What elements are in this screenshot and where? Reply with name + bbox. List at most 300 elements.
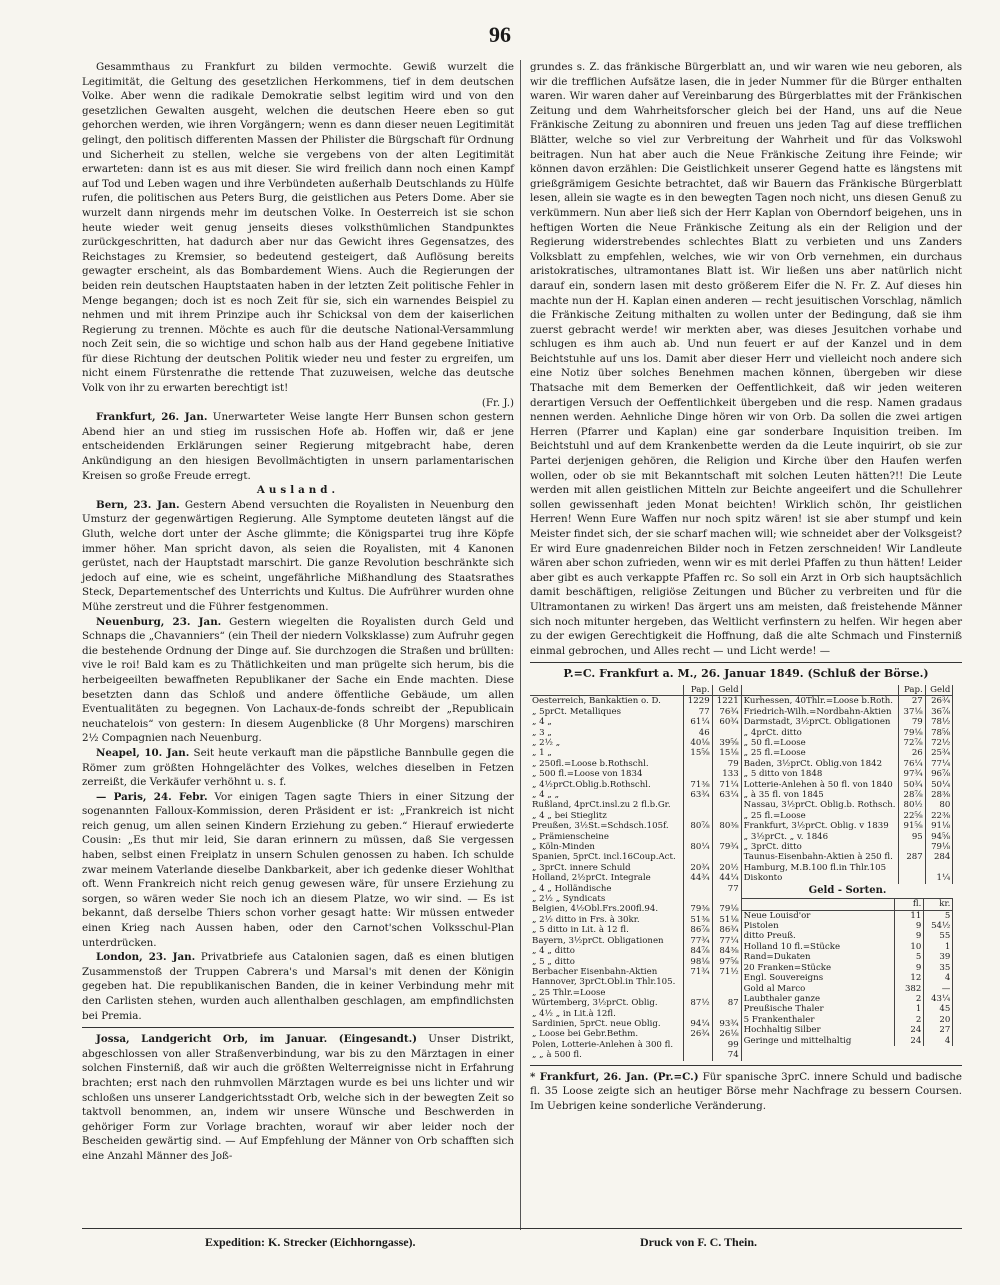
rate-value-cell: 44¾: [683, 873, 712, 883]
bourse-row: [530, 884, 741, 894]
rate-value-cell: 94⅝: [925, 832, 953, 842]
rate-value-cell: 26: [898, 748, 925, 758]
rate-value-cell: —: [924, 984, 953, 994]
footer-printer: Druck von F. C. Thein.: [640, 1235, 758, 1249]
rate-value-cell: 50¼: [925, 780, 953, 790]
bourse-row: [742, 707, 953, 717]
rate-value-cell: 1221: [712, 696, 741, 707]
rate-value-cell: 27: [898, 696, 925, 707]
rate-name-cell: Frankfurt, 3½prCt. Oblig. v 1839: [742, 821, 898, 831]
article-text: Privatbriefe aus Catalonien sagen, daß es einen blutigen Zusammenstoß der Truppen Cabrera's und Marsal's mit denen der Königin gegeben hat. Die republikanischen Banden, die in keiner Verbindung mehr mit den Carlisten stehen, wurden auch allenthalben geschlagen, am empfindlichsten bei Premia.: [82, 951, 514, 1022]
bourse-row: [742, 832, 953, 842]
bourse-row: [530, 707, 741, 717]
rate-value-cell: 46: [683, 728, 712, 738]
rate-value-cell: 97⅝: [712, 957, 741, 967]
article-text: (Fr. J.): [481, 396, 514, 409]
rate-name-cell: Laubthaler ganze: [742, 994, 895, 1004]
rate-name-cell: Lotterie-Anlehen à 50 fl. von 1840: [742, 780, 898, 790]
rate-name-cell: Bayern, 3½prCt. Obligationen: [530, 936, 683, 946]
bourse-left-table: [530, 685, 742, 1061]
article-paragraph: [530, 60, 962, 658]
bourse-row: [530, 1040, 741, 1050]
rate-name-cell: „ Prämienscheine: [530, 832, 683, 842]
rate-value-cell: 5: [924, 910, 953, 921]
bourse-row: [530, 738, 741, 748]
rate-value-cell: 382: [895, 984, 924, 994]
bourse-row: [530, 967, 741, 977]
rate-name-cell: Hannover, 3prCt.Obl.in Thlr.105.: [530, 977, 683, 987]
rate-value-cell: 86¾: [712, 925, 741, 935]
bourse-row: [530, 717, 741, 727]
rate-value-cell: 9: [895, 921, 924, 931]
col-header-geld: Geld: [712, 685, 741, 696]
bourse-row: [742, 852, 953, 862]
rate-value-cell: 77: [712, 884, 741, 894]
rate-name-cell: „ 3 „: [530, 728, 683, 738]
rate-value-cell: 51⅜: [683, 915, 712, 925]
col-header-fl: fl.: [895, 899, 924, 910]
rate-name-cell: Hamburg, M.B.100 fl.in Thlr.105: [742, 863, 898, 873]
bourse-left-table-wrap: [530, 685, 742, 1061]
bourse-row: [742, 873, 953, 883]
rate-name-cell: Preußische Thaler: [742, 1004, 895, 1014]
bourse-row: [530, 800, 741, 810]
rate-value-cell: [898, 873, 925, 883]
geld-row: [742, 1036, 953, 1046]
rate-value-cell: 98⅛: [683, 957, 712, 967]
article-separator: [82, 1027, 514, 1028]
geld-row: [742, 921, 953, 931]
rate-name-cell: „ „ à 500 fl.: [530, 1050, 683, 1060]
rate-value-cell: 24: [895, 1036, 924, 1046]
bourse-row: [530, 832, 741, 842]
rate-value-cell: 11: [895, 910, 924, 921]
rate-value-cell: 15⅝: [683, 748, 712, 758]
rate-value-cell: 37⅛: [898, 707, 925, 717]
rate-name-cell: „ 4 „: [530, 717, 683, 727]
bourse-note: [530, 1070, 962, 1114]
rate-value-cell: 71⅜: [683, 780, 712, 790]
geld-row: [742, 952, 953, 962]
rate-value-cell: 84⅜: [712, 946, 741, 956]
rate-name-cell: „ 3½prCt. „ v. 1846: [742, 832, 898, 842]
bourse-row: [530, 1019, 741, 1029]
rate-value-cell: 51⅛: [712, 915, 741, 925]
footer-expedition: Expedition: K. Strecker (Eichhorngasse).: [205, 1235, 416, 1249]
rate-value-cell: [898, 842, 925, 852]
article-paragraph: [82, 60, 514, 396]
rate-value-cell: [683, 1040, 712, 1050]
rate-value-cell: 99: [712, 1040, 741, 1050]
geld-row: [742, 984, 953, 994]
rate-name-cell: „ à 35 fl. von 1845: [742, 790, 898, 800]
bourse-row: [530, 1050, 741, 1060]
rate-name-cell: Holland 10 fl.=Stücke: [742, 942, 895, 952]
article-text: grundes s. Z. das fränkische Bürgerblatt an, und wir waren wie neu geboren, als wir die trefflichen Aufsätze lasen, die in jeder Nummer für die Bürger enthalten waren. Wir waren daher auf Vereinbarung des Bürgerblattes mit der Fränkischen Zeitung und dem Wahrheitsforscher gleich bei der Hand, uns auf die Neue Fränkische Zeitung zu abonniren und freuen uns jeden Tag auf diese trefflichen Blätter, welche so viel zur Verbreitung der Wahrheit und für das Volkswohl beitragen. Nun hat aber auch die Neue Fränkische Zeitung ihre Feinde; wir können davon erzählen: Die Geistlichkeit unserer Gegend hatte es längstens mit grießgrämigem Gesichte betrachtet, daß wir Bauern das Fränkische Bürgerblatt lesen, allein sie wagte es in den bewegten Tagen noch nicht, uns diesen Genuß zu verkümmern. Nun aber ließ sich der Herr Kaplan von Oberndorf beigehen, uns in heftigen Worten die Neue Fränkische Zeitung als ein der Religion und der Regierung widerstrebendes schlechtes Blatt zu verbieten und uns Zanders Volksblatt zu empfehlen, welches, wie wir von Orb vernehmen, ein durchaus aristokratisches, ultramontanes Blatt ist. Wir ließen uns aber natürlich nicht darauf ein, sondern lasen mit desto größerem Eifer die N. Fr. Z. Auf dieses hin machte nun der H. Kaplan einen anderen — recht jesuitischen Vorschlag, nämlich die Fränkische Zeitung mithalten zu wollen unter der Bedingung, daß sie ihm zuerst gebracht werde! wir merkten aber, was dieses Jesuitchen vorhabe und schlugen es ihm auch ab. Und nun feuert er auf der Kanzel und in dem Beichtstuhle auf uns los. Damit aber dieser Herr und vielleicht noch andere sich eine Notiz über solches Benehmen machen können, übergeben wir diese Thatsache mit dem Bemerken der Oeffentlichkeit, daß wir jeden weiteren derartigen Versuch der Oeffentlichkeit übergeben und die resp. Namen gradaus nennen werden. Aehnliche Dinge hören wir von Orb. Da sollen die zwei artigen Herren (Pfarrer und Kaplan) eine gar sonderbare Inquisition treiben. Im Beichtstuhl und auf dem Krankenbette werden da die Leute inquirirt, ob sie zur Partei derjenigen gehören, die Religion und Kirche über den Haufen werfen wollen, oder ob sie mit Bekanntschaft mit solchen Leuten hätten?!! Die Leute werden mit allen geistlichen Mitteln zur Beichte angeeifert und die Schullehrer sollen gewissenhaft jeden Monat beichten! Wirklich schön, Ihr geistlichen Herren! Wenn Eure Waffen nur noch spitz wären! ist sie aber stumpf und kein Meister findet sich, der sie scharf machen will; wie schneidet aber der Volksgeist? Er wird Eure gnadenreichen Bilder noch in Fetzen zerschneiden! Wir Landleute wären aber schon zufrieden, wenn wir es mit derlei Pfaffen zu thun hätten! Leider aber gibt es auch verkappte Pfaffen rc. So soll ein Arzt in Orb sich hauptsächlich damit beschäftigen, religiöse Zeitungen und Bücher zu verbreiten und für die Ultramontanen zu wirken! Das ärgert uns am meisten, daß freistehende Männer sich noch mitunter hergeben, das Weltlicht verfinstern zu helfen. Wir hegen aber zu der ewigen Gerechtigkeit die Hoffnung, daß die alte Schmach und Finsterniß einmal gebrochen, und Alles recht — und Licht werde! —: [530, 61, 962, 657]
rate-value-cell: 4: [924, 1036, 953, 1046]
bourse-row: [530, 957, 741, 967]
rate-value-cell: [683, 977, 712, 987]
geld-row: [742, 963, 953, 973]
rate-value-cell: 133: [712, 769, 741, 779]
rate-value-cell: 63¼: [712, 790, 741, 800]
rate-name-cell: „ 4 „ Holländische: [530, 884, 683, 894]
column-divider: [520, 60, 521, 1230]
article-text: Ausland.: [256, 484, 340, 497]
footer-rule: [82, 1228, 962, 1229]
rate-value-cell: 79⅜: [683, 904, 712, 914]
rate-value-cell: [683, 832, 712, 842]
bourse-row: [530, 852, 741, 862]
rate-name-cell: „ 4½prCt.Oblig.b.Rothschl.: [530, 780, 683, 790]
rate-value-cell: 87: [712, 998, 741, 1008]
rate-value-cell: 2: [895, 994, 924, 1004]
rate-value-cell: 54½: [924, 921, 953, 931]
right-article: [530, 60, 962, 658]
geld-sorten-table: [742, 899, 954, 1046]
rate-name-cell: „ Loose bei Gebr.Bethm.: [530, 1029, 683, 1039]
bourse-right-table: [742, 685, 954, 884]
rate-value-cell: 287: [898, 852, 925, 862]
rate-value-cell: [683, 811, 712, 821]
bourse-row: [530, 925, 741, 935]
rate-value-cell: [712, 832, 741, 842]
rate-name-cell: „ Köln-Minden: [530, 842, 683, 852]
rate-value-cell: 26¾: [925, 696, 953, 707]
col-header-name: [742, 685, 898, 696]
bourse-row: [530, 1029, 741, 1039]
bourse-right-table-wrap: [742, 685, 954, 1046]
rate-value-cell: 77¾: [683, 936, 712, 946]
rate-name-cell: Engl. Souvereigns: [742, 973, 895, 983]
geld-row: [742, 973, 953, 983]
rate-value-cell: [712, 852, 741, 862]
rate-name-cell: Oesterreich, Bankaktien o. D.: [530, 696, 683, 707]
rate-name-cell: „ 25 fl.=Loose: [742, 748, 898, 758]
bourse-row: [742, 748, 953, 758]
bourse-row: [742, 769, 953, 779]
rate-name-cell: Belgien, 4½Obl.Frs.200fl.94.: [530, 904, 683, 914]
bourse-row: [530, 790, 741, 800]
rate-name-cell: Taunus-Eisenbahn-Aktien à 250 fl.: [742, 852, 898, 862]
rate-value-cell: [683, 759, 712, 769]
bourse-row: [530, 811, 741, 821]
article-text: Unerwarteter Weise langte Herr Bunsen schon gestern Abend hier an und stieg im russischen Hofe ab. Hoffen wir, daß er jene entscheidenden Erklärungen seiner Regierung mitgebracht habe, deren Ankündigung an den hiesigen Bevollmächtigten in unsern parlamentarischen Kreisen so große Freude erregt.: [82, 411, 514, 482]
bourse-row: [530, 998, 741, 1008]
rate-name-cell: „ 3prCt. ditto: [742, 842, 898, 852]
rate-value-cell: 35: [924, 963, 953, 973]
rate-value-cell: 71½: [712, 967, 741, 977]
bourse-row: [742, 738, 953, 748]
rate-name-cell: „ 250fl.=Loose b.Rothschl.: [530, 759, 683, 769]
rate-value-cell: 76¾: [712, 707, 741, 717]
bourse-note-separator: [530, 1065, 962, 1066]
rate-name-cell: Berbacher Eisenbahn-Aktien: [530, 967, 683, 977]
rate-name-cell: ditto Preuß.: [742, 931, 895, 941]
article-dateline: Frankfurt, 26. Jan.: [96, 411, 208, 424]
rate-value-cell: 71¼: [712, 780, 741, 790]
bourse-row: [530, 988, 741, 998]
rate-value-cell: [712, 800, 741, 810]
rate-name-cell: „ 5 ditto von 1848: [742, 769, 898, 779]
rate-name-cell: „ 500 fl.=Loose von 1834: [530, 769, 683, 779]
bourse-row: [742, 728, 953, 738]
rate-value-cell: 79: [898, 717, 925, 727]
rate-value-cell: 1¼: [925, 873, 953, 883]
rate-value-cell: 63¾: [683, 790, 712, 800]
bourse-row: [742, 842, 953, 852]
rate-value-cell: 4: [924, 973, 953, 983]
rate-value-cell: 40⅛: [683, 738, 712, 748]
col-header-geld: Geld: [925, 685, 953, 696]
rate-value-cell: 60¾: [712, 717, 741, 727]
rate-name-cell: 20 Franken=Stücke: [742, 963, 895, 973]
bourse-note-text: Für spanische 3prC. innere Schuld und badische fl. 35 Loose zeigte sich an heutiger Börse mehr Nachfrage zu bessern Coursen. Im Uebrigen keine sonderliche Veränderung.: [530, 1070, 962, 1112]
rate-value-cell: 24: [895, 1025, 924, 1035]
rate-value-cell: 22⅜: [925, 811, 953, 821]
article-paragraph: [82, 1032, 514, 1163]
rate-value-cell: 39⅝: [712, 738, 741, 748]
rate-name-cell: „ 4prCt. ditto: [742, 728, 898, 738]
rate-name-cell: Rand=Dukaten: [742, 952, 895, 962]
rate-value-cell: [712, 728, 741, 738]
rate-value-cell: 80: [925, 800, 953, 810]
rate-name-cell: Nassau, 3½prCt. Oblig.b. Rothsch.: [742, 800, 898, 810]
bourse-row: [530, 821, 741, 831]
rate-name-cell: Kurhessen, 40Thlr.=Loose b.Roth.: [742, 696, 898, 707]
rate-name-cell: Darmstadt, 3½prCt. Obligationen: [742, 717, 898, 727]
rate-value-cell: 1229: [683, 696, 712, 707]
rate-value-cell: 96⅞: [925, 769, 953, 779]
rate-name-cell: Baden, 3½prCt. Oblig.von 1842: [742, 759, 898, 769]
rate-value-cell: 95: [898, 832, 925, 842]
rate-value-cell: 80⅞: [683, 821, 712, 831]
rate-value-cell: 72½: [925, 738, 953, 748]
rate-value-cell: 79⅛: [898, 728, 925, 738]
article-paragraph: [82, 410, 514, 483]
bourse-row: [530, 728, 741, 738]
rate-name-cell: Gold al Marco: [742, 984, 895, 994]
rate-value-cell: 79: [712, 759, 741, 769]
article-dateline: — Paris, 24. Febr.: [96, 790, 208, 803]
rate-name-cell: „ 5 ditto in Lit. à 12 fl.: [530, 925, 683, 935]
col-header-name: [742, 899, 895, 910]
article-paragraph: [82, 790, 514, 951]
geld-row: [742, 1004, 953, 1014]
rate-value-cell: 97¾: [898, 769, 925, 779]
rate-value-cell: 84⅞: [683, 946, 712, 956]
rate-value-cell: 55: [924, 931, 953, 941]
page-number: 96: [489, 22, 511, 47]
bourse-title: P.=C. Frankfurt a. M., 26. Januar 1849. (Schluß der Börse.): [563, 667, 929, 681]
bourse-row: [742, 811, 953, 821]
rate-name-cell: Sardinien, 5prCt. neue Oblig.: [530, 1019, 683, 1029]
rate-value-cell: 25¾: [925, 748, 953, 758]
col-header-name: [530, 685, 683, 696]
rate-name-cell: Polen, Lotterie-Anlehen à 300 fl.: [530, 1040, 683, 1050]
bourse-note-dateline: * Frankfurt, 26. Jan. (Pr.=C.): [530, 1070, 699, 1083]
rate-name-cell: „ 5 „ ditto: [530, 957, 683, 967]
rate-name-cell: Friedrich-Wilh.=Nordbahn-Aktien: [742, 707, 898, 717]
bourse-row: [530, 977, 741, 987]
rate-name-cell: „ 3prCt. innere Schuld: [530, 863, 683, 873]
bourse-tables: [530, 685, 962, 1061]
bourse-row: [742, 800, 953, 810]
rate-value-cell: [683, 1050, 712, 1060]
article-dateline: Neapel, 10. Jan.: [96, 746, 190, 759]
bourse-row: [530, 936, 741, 946]
article-signature: [82, 396, 514, 411]
rate-value-cell: 80½: [898, 800, 925, 810]
rate-value-cell: 1: [924, 942, 953, 952]
rate-value-cell: 72⅞: [898, 738, 925, 748]
rate-name-cell: Hochhaltig Silber: [742, 1025, 895, 1035]
rate-name-cell: „ 4½ „ in Lit.à 12fl.: [530, 1009, 683, 1019]
rate-value-cell: 44¼: [712, 873, 741, 883]
rate-value-cell: 45: [924, 1004, 953, 1014]
article-dateline: London, 23. Jan.: [96, 951, 196, 964]
rate-value-cell: 12: [895, 973, 924, 983]
rate-value-cell: 78½: [925, 717, 953, 727]
bourse-row: [742, 717, 953, 727]
rate-name-cell: „ 2½ „ Syndicats: [530, 894, 683, 904]
article-paragraph: [82, 950, 514, 1023]
bourse-row: [530, 842, 741, 852]
bourse-row: [530, 780, 741, 790]
bourse-row: [530, 904, 741, 914]
rate-value-cell: 39: [924, 952, 953, 962]
rate-value-cell: 71¾: [683, 967, 712, 977]
rate-name-cell: Preußen, 3½St.=Schdsch.105f.: [530, 821, 683, 831]
geld-row: [742, 910, 953, 921]
bourse-row: [530, 1009, 741, 1019]
article-text: Vor einigen Tagen sagte Thiers in einer Sitzung der sogenannten Falloux-Kommission, deren Präsident er ist: „Frankreich ist nicht reich genug, um allen seinen Kindern Erziehung zu geben.“ Hierauf erwiederte Cousin: „Es thut mir leid, Sie daran erinnern zu müssen, daß Sie vergessen haben, selbst einen Freiplatz in unsern Schulen genossen zu haben. Ich schulde zwar meinem Vaterlande dieselbe Dankbarkeit, aber ich gedenke dieser Wohlthat oft. Wenn Frankreich nicht reich genug gewesen wäre, für unsere Erziehung zu sorgen, so wären weder Sie noch ich an diesem Platze, wo wir sind. — Es ist bekannt, daß derselbe Thiers schon vorher gesagt hatte: Wir müssen entweder einen Krieg nach Aussen haben, oder den Carnot'schen Volksschul-Plan unterdrücken.: [82, 790, 514, 949]
rate-value-cell: 91⅝: [898, 821, 925, 831]
col-header-kr: kr.: [924, 899, 953, 910]
article-text: Unser Distrikt, abgeschlossen von aller Straßenverbindung, war bis zu den Märztagen in einer solchen Finsterniß, daß wir auch die größten Welterreignisse nicht in Erfahrung brachten; erst nach den ruhmvollen Märztagen wurde es bei uns lichter und wir schloßen uns unserer Landgerichtsstadt Orb, welche sich in der bewegten Zeit so taktvoll benommen, an, indem wir unsere Wünsche und Beschwerden in gehöriger Form zur Vorlage brachten, worauf wir aber leider noch der Bescheiden gewärtig sind. — Auf Empfehlung der Männer von Orb schafften sich eine Anzahl Männer des Joß-: [82, 1033, 514, 1162]
rate-value-cell: 61¼: [683, 717, 712, 727]
rate-name-cell: Würtemberg, 3½prCt. Oblig.: [530, 998, 683, 1008]
rate-value-cell: 77: [683, 707, 712, 717]
bourse-row: [742, 780, 953, 790]
rate-name-cell: „ 2½ ditto in Frs. à 30kr.: [530, 915, 683, 925]
geld-row: [742, 1015, 953, 1025]
rate-name-cell: „ 4 „ „: [530, 790, 683, 800]
geld-row: [742, 1025, 953, 1035]
rate-value-cell: 26¾: [683, 1029, 712, 1039]
rate-value-cell: 76¼: [898, 759, 925, 769]
rate-name-cell: Spanien, 5prCt. incl.16Coup.Act.: [530, 852, 683, 862]
rate-value-cell: [683, 769, 712, 779]
rate-value-cell: 22⅝: [898, 811, 925, 821]
rate-value-cell: 87½: [683, 998, 712, 1008]
rate-name-cell: „ 4 „ bei Stieglitz: [530, 811, 683, 821]
bourse-row: [742, 863, 953, 873]
rate-value-cell: 10: [895, 942, 924, 952]
bourse-row: [530, 863, 741, 873]
rate-name-cell: Holland, 2½prCt. Integrale: [530, 873, 683, 883]
rate-value-cell: 26⅛: [712, 1029, 741, 1039]
rate-name-cell: „ 25 fl.=Loose: [742, 811, 898, 821]
rate-value-cell: 94¼: [683, 1019, 712, 1029]
rate-value-cell: [683, 1009, 712, 1019]
rate-value-cell: 78⅝: [925, 728, 953, 738]
bourse-row: [742, 696, 953, 707]
rate-name-cell: „ 50 fl.=Loose: [742, 738, 898, 748]
rate-value-cell: [683, 988, 712, 998]
bourse-row: [530, 759, 741, 769]
bourse-row: [530, 696, 741, 707]
rate-value-cell: [683, 852, 712, 862]
bourse-row: [530, 915, 741, 925]
rate-value-cell: 1: [895, 1004, 924, 1014]
section-heading: [82, 483, 514, 498]
rate-value-cell: 91⅛: [925, 821, 953, 831]
rate-value-cell: 2: [895, 1015, 924, 1025]
article-dateline: Neuenburg, 23. Jan.: [96, 615, 222, 628]
rate-value-cell: [712, 977, 741, 987]
geld-row: [742, 994, 953, 1004]
geld-sorten-title: Geld - Sorten.: [742, 884, 954, 900]
rate-value-cell: 28⅞: [898, 790, 925, 800]
rate-value-cell: 5: [895, 952, 924, 962]
rate-value-cell: 20¾: [683, 863, 712, 873]
rate-value-cell: 79⅛: [925, 842, 953, 852]
bourse-row: [530, 946, 741, 956]
geld-row: [742, 942, 953, 952]
rate-value-cell: [683, 800, 712, 810]
rate-value-cell: 20½: [712, 863, 741, 873]
bourse-row: [742, 821, 953, 831]
rate-value-cell: 28⅜: [925, 790, 953, 800]
rate-value-cell: 77¼: [925, 759, 953, 769]
rate-value-cell: 74: [712, 1050, 741, 1060]
rate-value-cell: 93¾: [712, 1019, 741, 1029]
rate-name-cell: „ 4 „ ditto: [530, 946, 683, 956]
article-text: Gestern Abend versuchten die Royalisten in Neuenburg den Umsturz der gegenwärtigen Regierung. Alle Symptome deuteten längst auf die Gluth, welche dort unter der Asche glimmte; die Königspartei trug ihre Köpfe immer höher. Man spricht davon, als seien die Royalisten, mit 4 Kanonen gerüstet, nach der Hauptstadt marschirt. Die ganze Revolution beschränkte sich jedoch auf eine, wie es scheint, ungefährliche Mißhandlung des Staatsrathes Steck, Departementschef des Unterrichts und Kultus. Die Aufrührer wurden ohne Mühe zerstreut und die Führer festgenommen.: [82, 498, 514, 613]
col-header-pap: Pap.: [898, 685, 925, 696]
bourse-row: [742, 790, 953, 800]
bourse-row: [742, 759, 953, 769]
rate-value-cell: 20: [924, 1015, 953, 1025]
rate-value-cell: 80⅜: [712, 821, 741, 831]
rate-name-cell: Diskonto: [742, 873, 898, 883]
rate-value-cell: 15⅛: [712, 748, 741, 758]
rate-value-cell: 43¼: [924, 994, 953, 1004]
rate-name-cell: Pistolen: [742, 921, 895, 931]
article-paragraph: [82, 746, 514, 790]
rate-value-cell: 80¼: [683, 842, 712, 852]
rate-value-cell: [925, 863, 953, 873]
bourse-row: [530, 769, 741, 779]
bourse-separator: [530, 662, 962, 663]
rate-name-cell: 5 Frankenthaler: [742, 1015, 895, 1025]
article-dateline: Jossa, Landgericht Orb, im Januar. (Eingesandt.): [96, 1033, 418, 1046]
left-column: [82, 60, 514, 1164]
rate-value-cell: [712, 1009, 741, 1019]
rate-value-cell: [683, 884, 712, 894]
rate-value-cell: [898, 863, 925, 873]
article-paragraph: [82, 615, 514, 746]
rate-value-cell: [712, 811, 741, 821]
rate-value-cell: 36⅞: [925, 707, 953, 717]
bourse-row: [530, 894, 741, 904]
rate-name-cell: Geringe und mittelhaltig: [742, 1036, 895, 1046]
rate-value-cell: [712, 894, 741, 904]
rate-name-cell: Rußland, 4prCt.insl.zu 2 fl.b.Gr.: [530, 800, 683, 810]
rate-value-cell: 27: [924, 1025, 953, 1035]
col-header-pap: Pap.: [683, 685, 712, 696]
